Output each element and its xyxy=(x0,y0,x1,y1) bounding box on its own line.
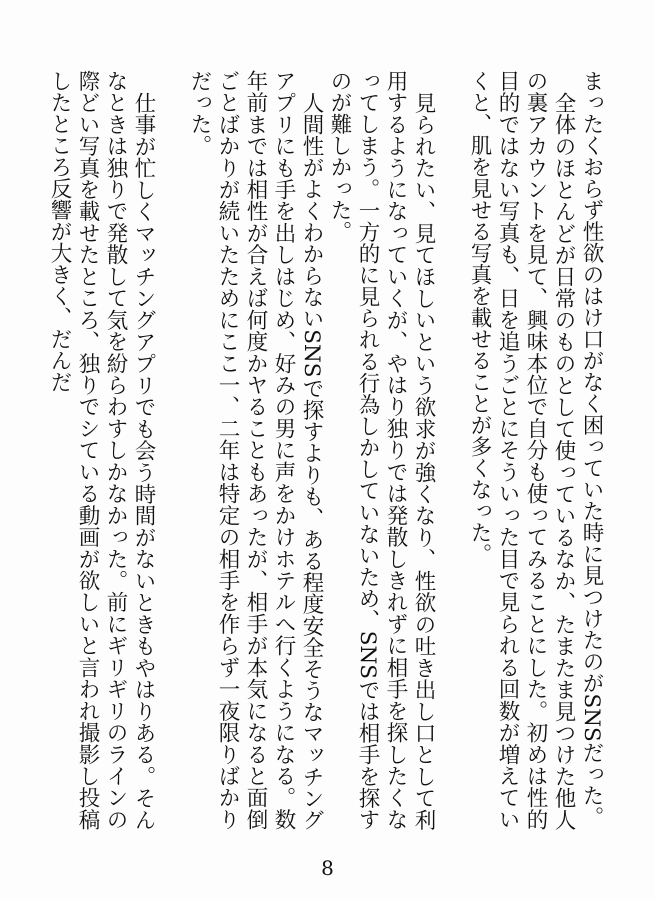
paragraph-3: 見られたい、見てほしいという欲求が強くなり、性欲の吐き出し口として利用するようになっていくが、やはり独りでは発散しきれずに相手を探したくなってしまう。一方的に見られる行為しかしていないため、SNSでは相手を探すのが難しかった。 xyxy=(327,70,436,830)
paragraph-5: 仕事が忙しくマッチングアプリでも会う時間がないときもやはりある。そんなときは独りで発散して気を紛らわすしかなかった。前にギリギリのラインの際どい写真を載せたところ、独りでシている動画が欲しいと言われ撮影し投稿したところ反響が大きく、だんだ xyxy=(47,70,156,830)
paragraph-2: 全体のほとんどが日常のものとして使っているなか、たまたま見つけた他人の裏アカウントを見て、興味本位で自分も使ってみることにした。初めは性的目的ではない写真も、日を追うごとにそういった目で見られる回数が増えていくと、肌を見せる写真を載せることが多くなった。 xyxy=(467,70,576,830)
paragraph-4: 人間性がよくわからないSNSで探すよりも、ある程度安全そうなマッチングアプリにも手を出しはじめ、好みの男に声をかけホテルへ行くようになる。数年前までは相性が合えば何度かヤることもあったが、相手が本気になると面倒ごとばかりが続いたためにここ一、二年は特定の相手を作らず一夜限りばかりだった。 xyxy=(187,70,324,830)
paragraph-1: まったくおらず性欲のはけ口がなく困っていた時に見つけたのがSNSだった。 xyxy=(579,70,604,828)
body-text xyxy=(45,70,605,830)
page-number: 8 xyxy=(321,856,334,880)
